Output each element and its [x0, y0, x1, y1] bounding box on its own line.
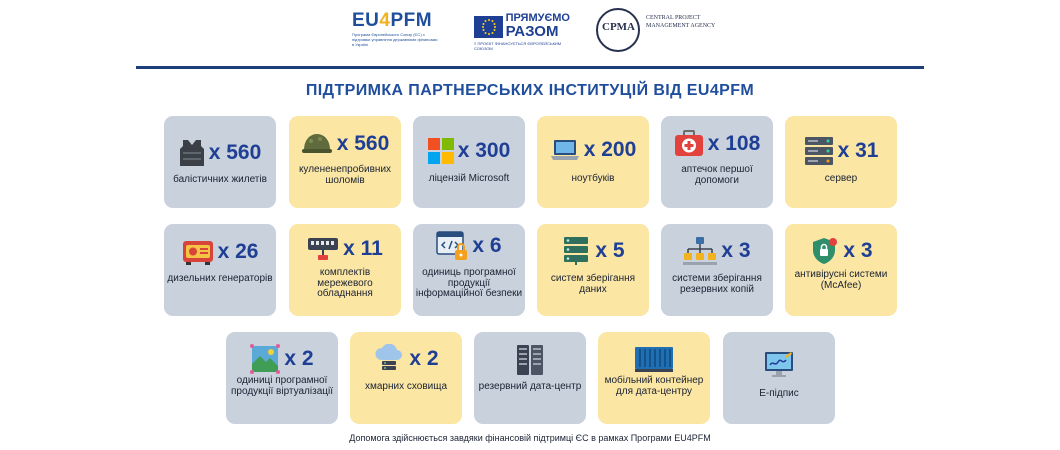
card-count: x 31: [837, 139, 879, 162]
first-aid-icon: [674, 130, 704, 158]
virtualization-icon: [250, 344, 280, 374]
card-count: x 300: [457, 139, 511, 162]
card-label: сервер: [824, 173, 858, 184]
logo-bar: [0, 8, 1060, 56]
card-laptops: [537, 116, 649, 208]
helmet-icon: [301, 132, 333, 156]
card-label: хмарних сховища: [364, 381, 448, 392]
card-label: ліцензій Microsoft: [428, 173, 510, 184]
card-label: дизельних генераторів: [167, 273, 273, 284]
eu-flag-icon: [474, 16, 503, 38]
storage-icon: [561, 236, 591, 266]
card-count: x 6: [472, 234, 502, 257]
card-count: x 560: [208, 141, 262, 164]
card-servers: [785, 116, 897, 208]
card-label: одиниць програмної продукції інформаційної безпеки: [415, 267, 523, 299]
card-count: x 3: [843, 239, 873, 262]
card-label: комплектів мережевого обладнання: [317, 267, 373, 299]
card-backup-datacenter: [474, 332, 586, 424]
card-count: x 5: [595, 239, 625, 262]
card-first-aid-kits: [661, 116, 773, 208]
cloud-storage-icon: [373, 344, 405, 374]
card-count: x 2: [409, 347, 439, 370]
card-label: ноутбуків: [571, 173, 615, 184]
laptop-icon: [550, 138, 580, 162]
windows-icon: [428, 138, 454, 164]
card-label: систем зберігання даних: [550, 273, 636, 295]
card-count: x 200: [583, 138, 637, 161]
card-count: x 560: [336, 132, 390, 155]
card-label: балістичних жилетів: [173, 174, 267, 185]
card-label: аптечок першої допомоги: [681, 164, 753, 186]
eu4pfm-logo: [352, 8, 442, 56]
card-data-storage: [537, 224, 649, 316]
card-label: Е-підпис: [759, 388, 799, 399]
razom-logo: [474, 8, 570, 56]
card-infosec-software: [413, 224, 525, 316]
card-count: x 2: [284, 347, 314, 370]
card-label: мобільний контейнер для дата-центру: [604, 375, 704, 397]
card-label: системи зберігання резервних копій: [672, 273, 762, 295]
card-mobile-container: [598, 332, 710, 424]
card-label: антивірусні системи (McAfee): [794, 269, 888, 291]
card-e-signature: [723, 332, 835, 424]
container-icon: [634, 344, 674, 374]
page-title: ПІДТРИМКА ПАРТНЕРСЬКИХ ІНСТИТУЦІЙ ВІД EU4PFM: [305, 82, 755, 99]
card-label: одиниці програмної продукції віртуалізації: [231, 375, 333, 397]
network-switch-icon: [307, 236, 339, 262]
razom-subtitle: ≡ ПРОЄКТ ФІНАНСУЄТЬСЯ ЄВРОПЕЙСЬКИМ СОЮЗОМ: [474, 41, 562, 51]
card-virtualization-software: [226, 332, 338, 424]
cpma-emblem-icon: CPMA: [596, 8, 640, 52]
card-helmets: [289, 116, 401, 208]
card-count: x 108: [707, 132, 761, 155]
backup-tree-icon: [683, 236, 717, 266]
card-backup-storage: [661, 224, 773, 316]
card-diesel-generators: [164, 224, 276, 316]
footer-note: Допомога здійснюється завдяки фінансовій підтримці ЄС в рамках Програми EU4PFM: [349, 433, 711, 443]
card-ballistic-vests: [164, 116, 276, 208]
cpma-logo: [596, 8, 726, 56]
cpma-name: CENTRAL PROJECT MANAGEMENT AGENCY: [646, 15, 716, 29]
card-label: резервний дата-центр: [478, 381, 582, 392]
card-antivirus: [785, 224, 897, 316]
razom-wordmark: ПРЯМУЄМО РАЗОМ: [505, 12, 570, 40]
card-cloud-storage: [350, 332, 462, 424]
card-microsoft-licenses: [413, 116, 525, 208]
generator-icon: [182, 238, 214, 266]
datacenter-icon: [515, 344, 545, 376]
card-label: кулененепробивних шоломів: [298, 164, 392, 186]
card-count: x 11: [343, 237, 383, 260]
card-count: x 26: [217, 240, 259, 263]
eu4pfm-wordmark: EU4PFM: [352, 10, 433, 31]
server-icon: [804, 136, 834, 166]
vest-icon: [179, 138, 205, 168]
antivirus-shield-icon: [809, 236, 839, 266]
card-count: x 3: [721, 239, 751, 262]
eu4pfm-subtitle: Програма Європейського Союзу (ЄС) з підтримки управління державними фінансами в Україні: [352, 32, 438, 47]
e-signature-icon: [763, 350, 795, 380]
header-divider: [136, 66, 924, 69]
card-network-equipment: [289, 224, 401, 316]
code-lock-icon: [436, 230, 468, 262]
